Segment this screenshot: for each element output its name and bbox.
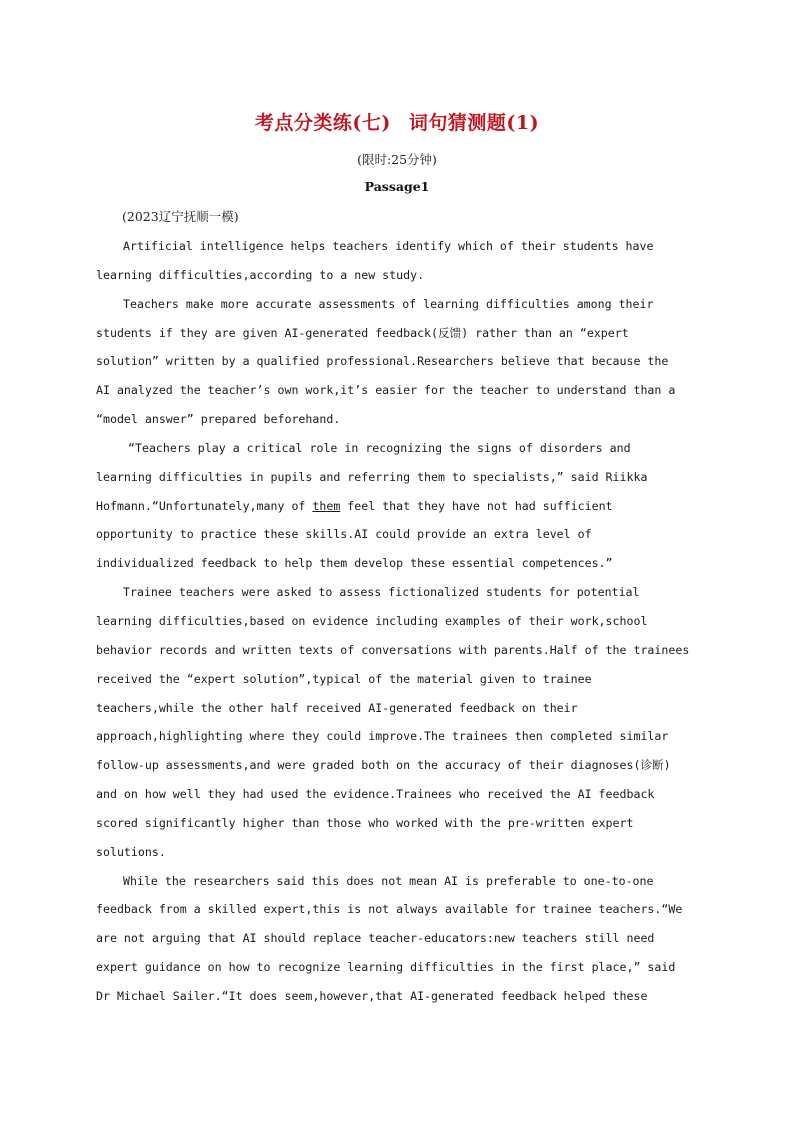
paragraph-line: students if they are given AI-generated feedback(反馈) rather than an “expert	[96, 325, 629, 340]
paragraph-line: opportunity to practice these skills.AI could provide an extra level of	[96, 527, 592, 542]
paragraph-line: teachers,while the other half received AI-generated feedback on their	[96, 700, 578, 715]
passage-body	[96, 232, 696, 1011]
paragraph-line: Trainee teachers were asked to assess fictionalized students for potential	[123, 585, 640, 600]
paragraph-line: individualized feedback to help them develop these essential competences.”	[96, 556, 613, 571]
title-topic: 词句猜测题(1)	[408, 112, 540, 134]
time-limit: (限时:25分钟)	[357, 152, 437, 167]
paragraph-line: expert guidance on how to recognize learning difficulties in the first place,” said	[96, 960, 676, 975]
paragraph-line: Artificial intelligence helps teachers identify which of their students have	[123, 239, 654, 253]
paragraph-line: Teachers make more accurate assessments of learning difficulties among their	[123, 296, 654, 311]
paragraph-line: feedback from a skilled expert,this is not always available for trainee teachers.“We	[96, 902, 683, 917]
paragraph-line: follow-up assessments,and were graded both on the accuracy of their diagnoses(诊断)	[96, 758, 671, 773]
paragraph-line: scored significantly higher than those who worked with the pre-written expert	[96, 815, 634, 830]
title-category: 考点分类练(七)	[254, 112, 391, 134]
paragraph-line: learning difficulties,according to a new study.	[96, 267, 425, 282]
paragraph-line: AI analyzed the teacher’s own work,it’s easier for the teacher to understand than a	[96, 383, 676, 398]
paragraph-line: are not arguing that AI should replace teacher-educators:new teachers still need	[96, 931, 655, 946]
line-segment: feel that they have not had sufficient	[340, 498, 613, 513]
page-title	[0, 108, 794, 135]
line-segment: Hofmann.“Unfortunately,many of	[96, 498, 313, 513]
paragraph-line: solutions.	[96, 844, 166, 859]
underlined-target-word: them	[312, 498, 341, 513]
paragraph-line: behavior records and written texts of conversations with parents.Half of the trainees	[96, 642, 690, 657]
paragraph-line: and on how well they had used the evidence.Trainees who received the AI feedback	[96, 787, 655, 802]
paragraph-line: Dr Michael Sailer.“It does seem,however,that AI-generated feedback helped these	[96, 988, 648, 1003]
paragraph-line: received the “expert solution”,typical of the material given to trainee	[96, 671, 592, 686]
paragraph-line: While the researchers said this does not mean AI is preferable to one-to-one	[123, 873, 654, 888]
passage-label: Passage1	[364, 179, 430, 194]
paragraph-line: learning difficulties in pupils and referring them to specialists,” said Riikka	[96, 469, 648, 484]
paragraph-line: “model answer” prepared beforehand.	[96, 412, 341, 427]
paragraph-line: “Teachers play a critical role in recognizing the signs of disorders and	[128, 440, 631, 455]
paragraph-line: solution” written by a qualified professional.Researchers believe that because the	[96, 354, 669, 369]
paragraph-line-with-target	[96, 492, 696, 521]
paragraph-line: approach,highlighting where they could improve.The trainees then completed similar	[96, 729, 669, 744]
paragraph-line: learning difficulties,based on evidence including examples of their work,school	[96, 613, 648, 628]
passage-source: (2023辽宁抚顺一模)	[122, 209, 239, 224]
